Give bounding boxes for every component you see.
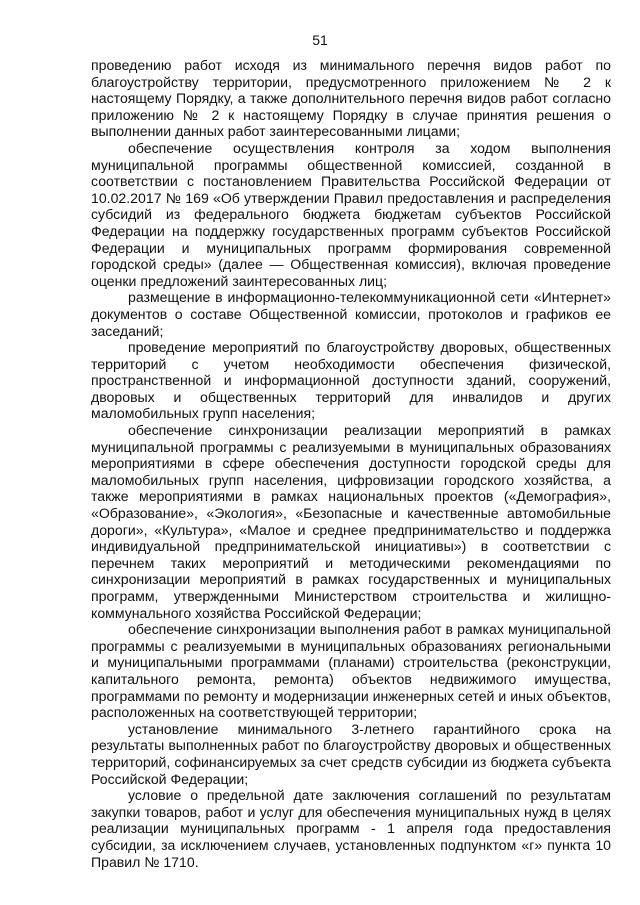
paragraph-internet-publication: размещение в информационно-телекоммуникационной сети «Интернет» документов о составе Общественной комиссии, протоколов и графиков ее заседаний; (91, 289, 611, 339)
paragraph-deadline: условие о предельной дате заключения соглашений по результатам закупки товаров, работ и услуг для обеспечения муниципальных нужд в целях реализации муниципальных программ - 1 апреля года предоставления субсидии, за исключением случаев, установленных подпунктом «г» пункта 10 Правил № 1710. (91, 787, 611, 870)
page-number: 51 (312, 32, 328, 48)
document-body (91, 57, 611, 870)
paragraph-control: обеспечение осуществления контроля за ходом выполнения муниципальной программы общественной комиссией, созданной в соответствии с постановлением Правительства Российской Федерации от 10.02.2017 № 169 «Об утверждении Правил предоставления и распределения субсидий из федерального бюджета бюджетам субъектов Российской Федерации на поддержку государственных программ субъектов Российской Федерации и муниципальных программ формирования современной городской среды» (далее — Общественная комиссия), включая проведение оценки предложений заинтересованных лиц; (91, 139, 611, 289)
paragraph-synchronization-works: обеспечение синхронизации выполнения работ в рамках муниципальной программы с реализуемыми в муниципальных образованиях региональными и муниципальными программами (планами) строительства (реконструкции, капитального ремонта, ремонта) объектов недвижимого имущества, программами по ремонту и модернизации инженерных сетей и иных объектов, расположенных на соответствующей территории; (91, 621, 611, 721)
paragraph-warranty: установление минимального 3-летнего гарантийного срока на результаты выполненных работ по благоустройству дворовых и общественных территорий, софинансируемых за счет средств субсидии из бюджета субъекта Российской Федерации; (91, 720, 611, 787)
paragraph-synchronization-projects: обеспечение синхронизации реализации мероприятий в рамках муниципальной программы с реализуемыми в муниципальных образованиях мероприятиями в сфере обеспечения доступности городской среды для маломобильных групп населения, цифровизации городского хозяйства, а также мероприятиями в рамках национальных проектов («Демография», «Образование», «Экология», «Безопасные и качественные автомобильные дороги», «Культура», «Малое и среднее предпринимательство и поддержка индивидуальной предпринимательской инициативы») в соответствии с перечнем таких мероприятий и методическими рекомендациями по синхронизации мероприятий в рамках государственных и муниципальных программ, утвержденными Министерством строительства и жилищно-коммунального хозяйства Российской Федерации; (91, 422, 611, 621)
paragraph-work-scope: проведению работ исходя из минимального перечня видов работ по благоустройству территории, предусмотренного приложением № 2 к настоящему Порядку, а также дополнительного перечня видов работ согласно приложению № 2 к настоящему Порядку в случае принятия решения о выполнении данных работ заинтересованными лицами; (91, 57, 611, 140)
paragraph-accessibility: проведение мероприятий по благоустройству дворовых, общественных территорий с учетом необходимости обеспечения физической, пространственной и информационной доступности зданий, сооружений, дворовых и общественных территорий для инвалидов и других маломобильных групп населения; (91, 339, 611, 422)
